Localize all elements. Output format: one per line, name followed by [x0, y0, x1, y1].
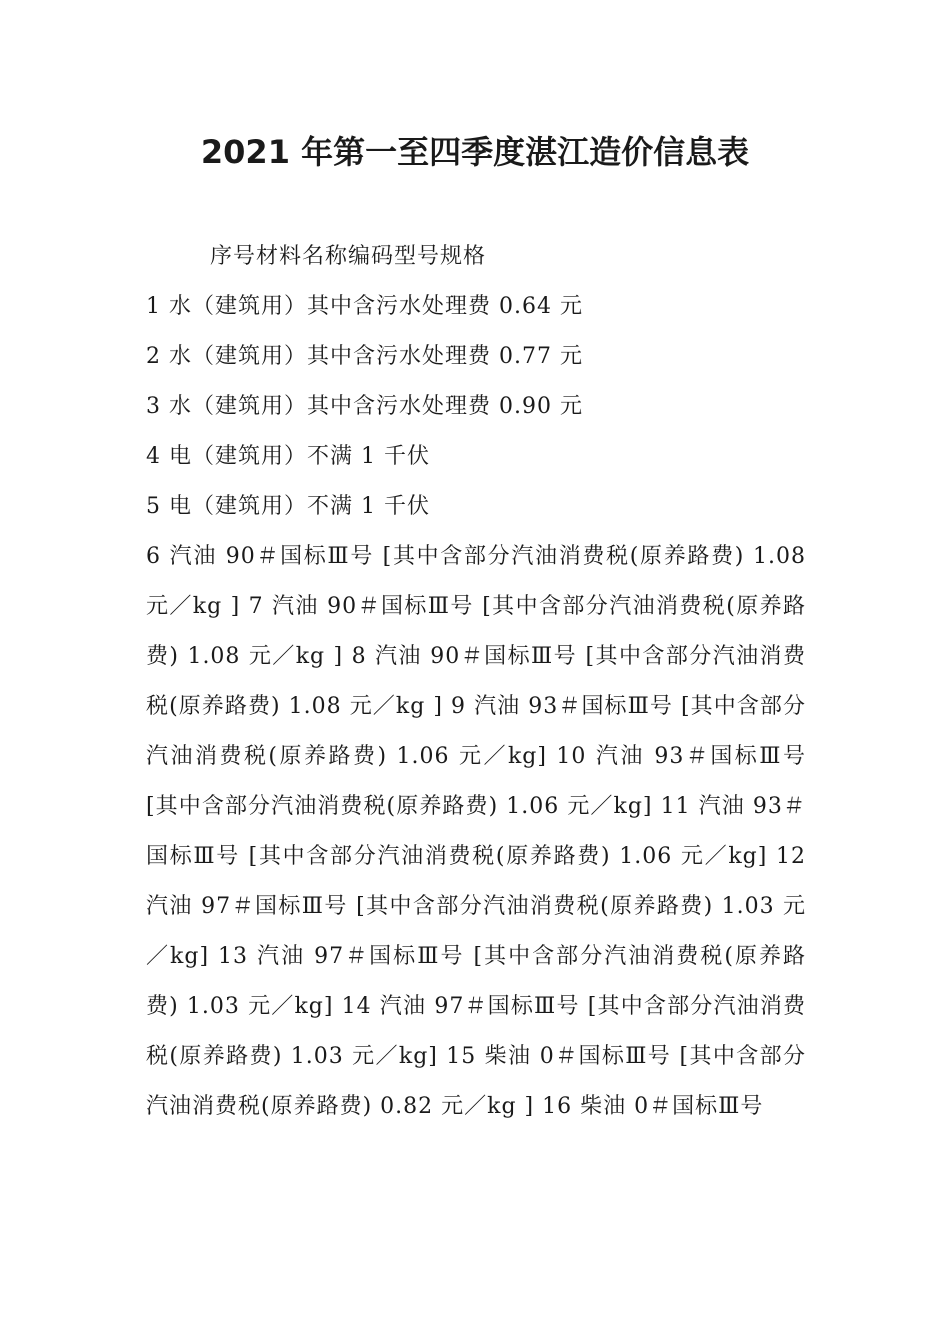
list-item: 4 电（建筑用）不满 1 千伏 [146, 444, 430, 469]
fuel-items-paragraph: 6 汽油 90＃国标Ⅲ号 [其中含部分汽油消费税(原养路费) 1.08 元／kg ] 7 汽油 90＃国标Ⅲ号 [其中含部分汽油消费税(原养路费) 1.08 元／kg ] 8 汽油 90＃国标Ⅲ号 [其中含部分汽油消费税(原养路费) 1.08 元／kg ] 9 汽油 93＃国标Ⅲ号 [其中含部分汽油消费税(原养路费) 1.06 元／kg] 10 汽油 93＃国标Ⅲ号 [其中含部分汽油消费税(原养路费) 1.06 元／kg] 11 汽油 93＃国标Ⅲ号 [其中含部分汽油消费税(原养路费) 1.06 元／kg] 12 汽油 97＃国标Ⅲ号 [其中含部分汽油消费税(原养路费) 1.03 元／kg] 13 汽油 97＃国标Ⅲ号 [其中含部分汽油消费税(原养路费) 1.03 元／kg] 14 汽油 97＃国标Ⅲ号 [其中含部分汽油消费税(原养路费) 1.03 元／kg] 15 柴油 0＃国标Ⅲ号 [其中含部分汽油消费税(原养路费) 0.82 元／kg ] 16 柴油 0＃国标Ⅲ号 [146, 544, 806, 1119]
document-body [146, 232, 806, 1132]
table-header-row: 序号材料名称编码型号规格 [210, 244, 487, 269]
list-item: 3 水（建筑用）其中含污水处理费 0.90 元 [146, 394, 583, 419]
list-item: 5 电（建筑用）不满 1 千伏 [146, 494, 430, 519]
list-item: 1 水（建筑用）其中含污水处理费 0.64 元 [146, 294, 583, 319]
list-item: 2 水（建筑用）其中含污水处理费 0.77 元 [146, 344, 583, 369]
document-title: 2021 年第一至四季度湛江造价信息表 [200, 133, 750, 171]
